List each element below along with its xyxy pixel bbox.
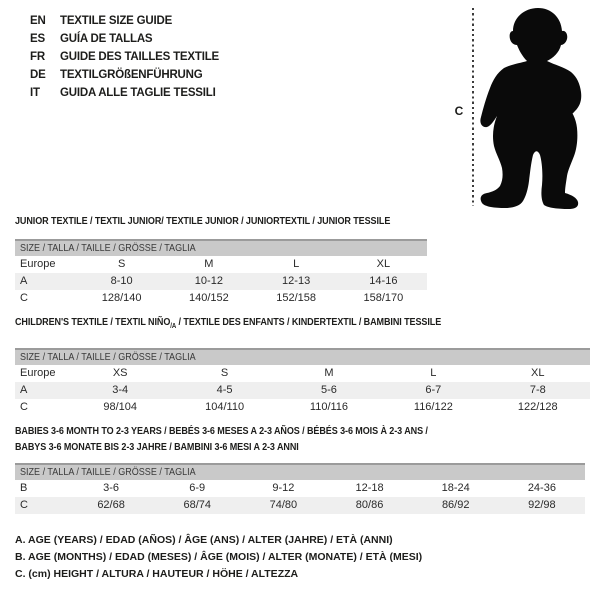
size-value-cell: S xyxy=(220,367,229,379)
babies-title-line-2: BABYS 3-6 MONATE BIS 2-3 JAHRE / BAMBINI 3-6 MESI A 2-3 ANNI xyxy=(15,441,299,453)
junior-size-header-bar xyxy=(15,239,427,256)
row-label-cell: Europe xyxy=(20,367,56,379)
size-value-cell: 4-5 xyxy=(216,384,233,396)
language-label: GUÍA DE TALLAS xyxy=(60,33,153,45)
size-value-cell: 12-13 xyxy=(282,275,311,287)
size-value-cell: L xyxy=(293,258,300,270)
size-header-text: SIZE / TALLA / TAILLE / GRÖSSE / TAGLIA xyxy=(20,242,196,254)
size-value-cell: 3-4 xyxy=(112,384,129,396)
babies-table-title xyxy=(15,423,428,455)
row-label-cell: B xyxy=(20,482,28,494)
language-row xyxy=(30,66,219,84)
size-value-cell: 3-6 xyxy=(103,482,120,494)
size-value-cell: 10-12 xyxy=(194,275,223,287)
size-value-cell: 122/128 xyxy=(517,401,558,413)
size-value-cell: XL xyxy=(531,367,545,379)
size-value-cell: M xyxy=(324,367,334,379)
table-row xyxy=(15,256,427,273)
size-value-cell: 140/152 xyxy=(188,292,229,304)
language-list xyxy=(30,12,219,102)
size-value-cell: 6-7 xyxy=(425,384,442,396)
table-row xyxy=(15,365,590,382)
language-label: TEXTILE SIZE GUIDE xyxy=(60,15,173,27)
height-label: C xyxy=(454,104,464,118)
size-value-cell: 86/92 xyxy=(441,499,470,511)
legend-line: B. AGE (MONTHS) / EDAD (MESES) / ÂGE (MOIS) / ALTER (MONATE) / ETÀ (MESI) xyxy=(15,551,423,563)
row-label-cell: A xyxy=(20,275,28,287)
children-table-title xyxy=(15,314,441,335)
size-value-cell: 18-24 xyxy=(441,482,470,494)
size-value-cell: 62/68 xyxy=(97,499,125,511)
size-value-cell: 68/74 xyxy=(183,499,211,511)
size-value-cell: 128/140 xyxy=(101,292,142,304)
size-value-cell: 9-12 xyxy=(272,482,295,494)
language-code: FR xyxy=(30,51,45,63)
size-value-cell: XL xyxy=(376,258,391,270)
size-value-cell: 152/158 xyxy=(276,292,316,304)
size-value-cell: L xyxy=(430,367,437,379)
row-label-cell: C xyxy=(20,292,28,304)
size-value-cell: 92/98 xyxy=(528,499,556,511)
size-value-cell: 6-9 xyxy=(189,482,206,494)
size-value-cell: M xyxy=(204,258,214,270)
baby-silhouette-icon xyxy=(477,4,596,210)
size-value-cell: 116/122 xyxy=(413,401,453,413)
size-value-cell: 98/104 xyxy=(103,401,138,413)
junior-size-table xyxy=(15,256,427,307)
size-value-cell: 158/170 xyxy=(363,292,404,304)
size-value-cell: 74/80 xyxy=(269,499,298,511)
size-value-cell: 24-36 xyxy=(527,482,556,494)
table-row xyxy=(15,290,427,307)
language-label: GUIDE DES TAILLES TEXTILE xyxy=(60,51,219,63)
language-row xyxy=(30,84,219,102)
language-label: GUIDA ALLE TAGLIE TESSILI xyxy=(60,87,216,99)
row-label-cell: Europe xyxy=(20,258,56,270)
size-value-cell: XS xyxy=(112,367,128,379)
size-value-cell: 14-16 xyxy=(369,275,398,287)
children-title-pre: CHILDREN'S TEXTILE / TEXTIL NIÑO xyxy=(15,316,171,328)
size-value-cell: 5-6 xyxy=(321,384,337,396)
size-value-cell: 80/86 xyxy=(355,499,384,511)
row-label-cell: A xyxy=(20,384,28,396)
height-measure-line xyxy=(472,8,474,206)
size-value-cell: 7-8 xyxy=(529,384,546,396)
size-value-cell: S xyxy=(117,258,126,270)
size-value-cell: 110/116 xyxy=(309,401,349,413)
table-row xyxy=(15,399,590,416)
language-code: ES xyxy=(30,33,45,45)
children-title-post: / TEXTILE DES ENFANTS / KINDERTEXTIL / BAMBINI TESSILE xyxy=(176,316,442,328)
children-size-table xyxy=(15,365,590,416)
language-code: IT xyxy=(30,87,40,99)
size-value-cell: 8-10 xyxy=(110,275,133,287)
table-row xyxy=(15,382,590,399)
babies-size-header-bar xyxy=(15,463,585,480)
size-header-text: SIZE / TALLA / TAILLE / GRÖSSE / TAGLIA xyxy=(20,466,196,478)
row-label-cell: C xyxy=(20,499,28,511)
size-value-cell: 104/110 xyxy=(205,401,245,413)
language-row xyxy=(30,48,219,66)
table-row xyxy=(15,273,427,290)
babies-size-table xyxy=(15,480,585,514)
children-size-header-bar xyxy=(15,348,590,365)
legend-line: C. (cm) HEIGHT / ALTURA / HAUTEUR / HÖHE / ALTEZZA xyxy=(15,568,299,580)
children-title-sub: /A xyxy=(170,323,177,331)
language-code: EN xyxy=(30,15,46,27)
table-row xyxy=(15,480,585,497)
language-label: TEXTILGRÖßENFÜHRUNG xyxy=(60,69,203,81)
language-row xyxy=(30,30,219,48)
size-header-text: SIZE / TALLA / TAILLE / GRÖSSE / TAGLIA xyxy=(20,351,196,363)
legend-line: A. AGE (YEARS) / EDAD (AÑOS) / ÂGE (ANS) / ALTER (JAHRE) / ETÀ (ANNI) xyxy=(15,534,393,546)
junior-table-title: JUNIOR TEXTILE / TEXTIL JUNIOR/ TEXTILE JUNIOR / JUNIORTEXTIL / JUNIOR TESSILE xyxy=(15,215,391,227)
size-value-cell: 12-18 xyxy=(355,482,384,494)
row-label-cell: C xyxy=(20,401,28,413)
legend xyxy=(15,532,422,583)
language-row xyxy=(30,12,219,30)
table-row xyxy=(15,497,585,514)
babies-title-line-1: BABIES 3-6 MONTH TO 2-3 YEARS / BEBÉS 3-6 MESES A 2-3 AÑOS / BÉBÉS 3-6 MOIS À 2-3 ANS / xyxy=(15,425,428,437)
language-code: DE xyxy=(30,69,46,81)
